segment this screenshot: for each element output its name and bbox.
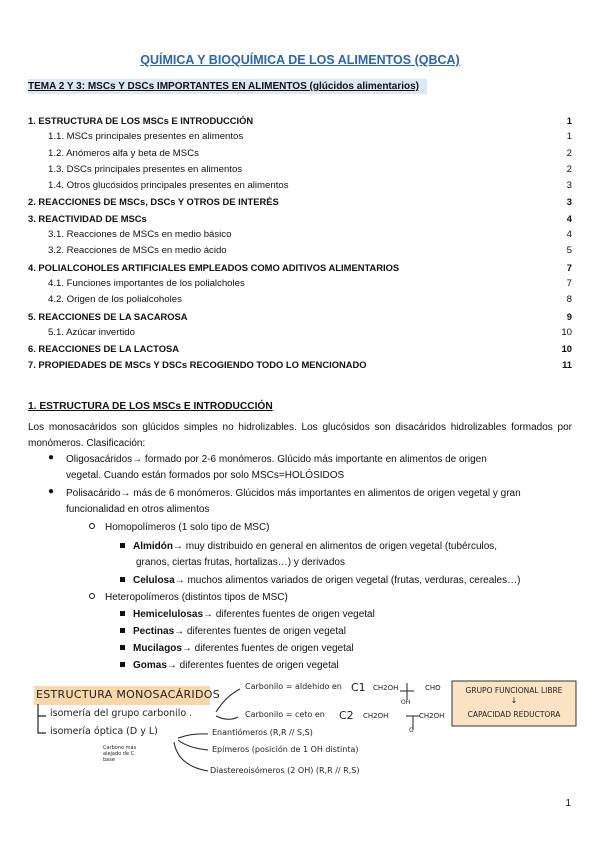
toc-entry-page: 7 xyxy=(566,277,572,289)
list-item-text: → diferentes fuentes de origen vegetal xyxy=(166,660,339,671)
note-ceto: Carbonilo = ceto en xyxy=(245,710,325,719)
toc-entry-page: 9 xyxy=(566,310,572,322)
term-polisacarido: Polisacárido xyxy=(66,488,121,499)
toc-entry-page: 7 xyxy=(566,261,572,273)
toc-entry-page: 8 xyxy=(566,294,572,306)
list-item-text: Heteropolímeros (distintos tipos de MSC) xyxy=(105,592,288,603)
toc-entry-label: 3.1. Reacciones de MSCs en medio básico xyxy=(48,229,232,241)
toc-entry-label: 1. ESTRUCTURA DE LOS MSCs E INTRODUCCIÓN xyxy=(28,115,254,126)
toc-entry-label: 4.2. Origen de los polialcoholes xyxy=(48,294,182,306)
toc-entry-label: 1.2. Anómeros alfa y beta de MSCs xyxy=(48,147,199,159)
toc-entry-label: 2. REACCIONES DE MSCs, DSCs Y OTROS DE INTERÉS xyxy=(28,196,279,208)
list-item-text: → muchos alimentos variados de origen vegetal (frutas, verduras, cereales…) xyxy=(174,575,521,586)
toc-entry-label: 6. REACCIONES DE LA LACTOSA xyxy=(28,343,180,355)
note-ch2oh: CH2OH xyxy=(373,684,399,692)
note-ch2oh-c: CH2OH xyxy=(419,712,445,720)
toc-entry-page: 1 xyxy=(566,131,572,143)
term-oligosacaridos: Oligosacáridos xyxy=(66,454,133,465)
list-item-text: → diferentes fuentes de origen vegetal xyxy=(174,626,346,637)
note-arrow-icon xyxy=(178,734,208,738)
toc-entry-page: 2 xyxy=(566,163,572,175)
toc-entry-page: 1 xyxy=(566,115,572,126)
note-title: ESTRUCTURA MONOSACÁRIDOS xyxy=(36,688,220,701)
list-item-text: funcionalidad en otros alimentos xyxy=(66,504,210,515)
note-oh: OH xyxy=(401,699,411,706)
note-arrow-icon xyxy=(38,716,46,733)
bullet-dot-icon: ● xyxy=(48,452,55,463)
list-item-text: → diferentes fuentes de origen vegetal xyxy=(203,609,375,620)
list-item-text: → diferentes fuentes de origen vegetal xyxy=(181,643,354,654)
toc-entry-label: 1.4. Otros glucósidos principales presentes en alimentos xyxy=(48,180,289,192)
toc-entry-page: 3 xyxy=(566,196,572,208)
toc-entry-page: 10 xyxy=(561,326,572,338)
toc-entry-label: 7. PROPIEDADES DE MSCs Y DSCs RECOGIENDO TODO LO MENCIONADO xyxy=(28,359,367,371)
list-item-text: → más de 6 monómeros. Glúcidos más importantes en alimentos de origen vegetal y gran xyxy=(120,488,521,499)
toc-entry-page: 11 xyxy=(562,359,572,371)
note-c1: C1 xyxy=(351,681,366,694)
toc-entry-label: 5. REACCIONES DE LA SACAROSA xyxy=(28,310,188,322)
toc-entry-page: 4 xyxy=(566,229,572,241)
toc-entry-label: 5.1. Azúcar invertido xyxy=(48,326,135,338)
term-celulosa: Celulosa xyxy=(133,575,175,586)
note-isomeria-optica: isomería óptica (D y L) xyxy=(50,726,158,737)
toc-entry-label: 3.2. Reacciones de MSCs en medio ácido xyxy=(48,245,227,257)
toc-entry-page: 2 xyxy=(566,147,572,159)
list-item-text: granos, ciertas frutas, hortalizas…) y derivados xyxy=(136,557,345,568)
list-item-text: → formado por 2-6 monómeros. Glúcido más importante en alimentos de origen xyxy=(132,454,487,465)
term-pectinas: Pectinas xyxy=(133,626,175,637)
note-epimeros: Epímeros (posición de 1 OH distinta) xyxy=(212,745,359,754)
term-mucilagos: Mucilagos xyxy=(133,643,182,654)
toc-entry-label: 4. POLIALCOHOLES ARTIFICIALES EMPLEADOS COMO ADITIVOS ALIMENTARIOS xyxy=(28,261,400,273)
note-ch2oh-b: CH2OH xyxy=(363,712,389,720)
term-gomas: Gomas xyxy=(133,660,167,671)
note-arrow-icon xyxy=(38,704,46,716)
section-heading: 1. ESTRUCTURA DE LOS MSCs E INTRODUCCIÓN xyxy=(28,401,273,412)
note-arrow-icon xyxy=(216,716,238,719)
toc-entry-page: 3 xyxy=(566,180,572,192)
toc-entry-label: 1.3. DSCs principales presentes en alimentos xyxy=(48,163,243,175)
note-arrow-icon xyxy=(178,740,208,750)
list-item-text: vegetal. Cuando están formados por solo MSCs=HOLÓSIDOS xyxy=(66,470,345,481)
term-almidon: Almidón xyxy=(133,541,173,552)
intro-paragraph: Los monosacáridos son glúcidos simples no hidrolizables. Los glucósidos son disacáridos hidrolizables formados por monómeros. Clasificación: xyxy=(28,422,572,449)
note-cho: CHO xyxy=(425,684,441,692)
toc-entry-label: 1.1. MSCs principales presentes en alimentos xyxy=(48,131,244,143)
note-box-line1: GRUPO FUNCIONAL LIBRE xyxy=(465,686,563,695)
term-hemicelulosas: Hemicelulosas xyxy=(133,609,204,620)
toc-entry-page: 10 xyxy=(561,343,572,355)
down-arrow-icon: ↓ xyxy=(510,696,518,705)
toc-entry-page: 5 xyxy=(566,245,572,257)
note-diastereo: Diastereoisómeros (2 OH) (R,R // R,S) xyxy=(210,766,360,775)
note-aldehido: Carbonilo = aldehido en xyxy=(245,682,342,691)
list-item-text: Homopolímeros (1 solo tipo de MSC) xyxy=(105,522,270,533)
note-c2: C2 xyxy=(339,709,354,722)
toc-entry-label: 4.1. Funciones importantes de los polialcholes xyxy=(48,277,245,289)
note-isomeria-carbonilo: isomería del grupo carbonilo . xyxy=(50,708,193,719)
note-o: O xyxy=(409,727,414,734)
bullet-dot-icon: ● xyxy=(48,486,55,497)
note-enantiomeros: Enantiómeros (R,R // S,S) xyxy=(212,728,313,737)
toc-entry-page: 4 xyxy=(566,212,572,224)
topic-subtitle: TEMA 2 Y 3: MSCs Y DSCs IMPORTANTES EN ALIMENTOS (glúcidos alimentarios) xyxy=(28,79,427,94)
page-number: 1 xyxy=(565,798,571,809)
note-small: Carbono más alejado de C. base xyxy=(103,745,137,763)
toc-entry-label: 3. REACTIVIDAD DE MSCs xyxy=(28,212,147,224)
list-item-text: → muy distribuido en general en alimentos de origen vegetal (tubérculos, xyxy=(173,541,498,552)
note-box-line2: CAPACIDAD REDUCTORA xyxy=(467,710,561,719)
document-title: QUÍMICA Y BIOQUÍMICA DE LOS ALIMENTOS (QBCA) xyxy=(140,53,460,67)
